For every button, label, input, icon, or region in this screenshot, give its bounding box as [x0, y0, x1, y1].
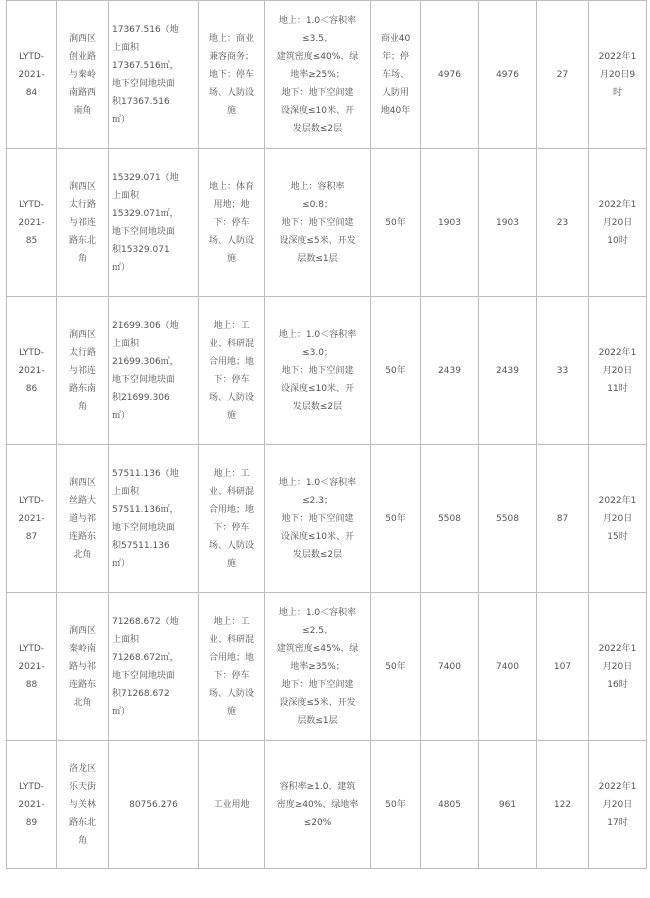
table-row — [7, 1, 647, 149]
planning-indicators-cell: 地上：容积率 ≤0.8； 地下：地下空间建 设深度≤5米、开发 层数≤1层 — [265, 149, 371, 297]
deal-price-cell: 4976 — [479, 1, 537, 149]
location-cell: 洛龙区 乐天街 与关林 路东北 角 — [57, 741, 109, 869]
deposit-cell: 23 — [537, 149, 589, 297]
land-auction-table — [6, 0, 647, 869]
use-term-cell: 50年 — [371, 741, 421, 869]
land-use-cell: 地上：工 业、科研混 合用地；地 下：停车 场、人防设 施 — [199, 445, 265, 593]
land-use-cell: 地上：工 业、科研混 合用地；地 下：停车 场、人防设 施 — [199, 593, 265, 741]
land-use-cell: 地上：商业 兼容商务； 地下：停车 场、人防设 施 — [199, 1, 265, 149]
planning-indicators-cell: 地上：1.0＜容积率 ≤3.0； 地下：地下空间建 设深度≤10米、开 发层数≤2层 — [265, 297, 371, 445]
area-cell: 17367.516（地 上面积 17367.516㎡， 地下空间地块面 积17367.516 ㎡） — [109, 1, 199, 149]
table-row — [7, 297, 647, 445]
location-cell: 涧西区 太行路 与祁连 路东南 角 — [57, 297, 109, 445]
location-cell: 涧西区 创业路 与秦岭 南路西 南角 — [57, 1, 109, 149]
deposit-cell: 27 — [537, 1, 589, 149]
deposit-cell: 87 — [537, 445, 589, 593]
land-use-cell: 工业用地 — [199, 741, 265, 869]
deal-price-cell: 2439 — [479, 297, 537, 445]
start-price-cell: 4805 — [421, 741, 479, 869]
auction-time-cell: 2022年1 月20日 10时 — [589, 149, 647, 297]
area-cell: 15329.071（地 上面积 15329.071㎡， 地下空间地块面 积15329.071 ㎡） — [109, 149, 199, 297]
start-price-cell: 4976 — [421, 1, 479, 149]
location-cell: 涧西区 丝路大 道与祁 连路东 北角 — [57, 445, 109, 593]
area-cell: 21699.306（地 上面积 21699.306㎡， 地下空间地块面 积21699.306 ㎡） — [109, 297, 199, 445]
start-price-cell: 7400 — [421, 593, 479, 741]
planning-indicators-cell: 容积率≥1.0、建筑 密度≥40%、绿地率 ≤20% — [265, 741, 371, 869]
deal-price-cell: 1903 — [479, 149, 537, 297]
deposit-cell: 107 — [537, 593, 589, 741]
parcel-code-cell: LYTD- 2021- 84 — [7, 1, 57, 149]
use-term-cell: 50年 — [371, 593, 421, 741]
planning-indicators-cell: 地上：1.0＜容积率 ≤2.3； 地下：地下空间建 设深度≤10米、开 发层数≤2层 — [265, 445, 371, 593]
planning-indicators-cell: 地上：1.0＜容积率 ≤3.5、 建筑密度≤40%、绿 地率≥25%； 地下：地下空间建 设深度≤10米、开 发层数≤2层 — [265, 1, 371, 149]
area-cell: 80756.276 — [109, 741, 199, 869]
parcel-code-cell: LYTD- 2021- 86 — [7, 297, 57, 445]
planning-indicators-cell: 地上：1.0＜容积率 ≤2.5、 建筑密度≤45%、绿 地率≥35%； 地下：地下空间建 设深度≤5米、开发 层数≤1层 — [265, 593, 371, 741]
land-use-cell: 地上：体育 用地；地 下：停车 场、人防设 施 — [199, 149, 265, 297]
use-term-cell: 商业40 年；停 车场、 人防用 地40年 — [371, 1, 421, 149]
table-row — [7, 741, 647, 869]
deal-price-cell: 961 — [479, 741, 537, 869]
use-term-cell: 50年 — [371, 445, 421, 593]
deposit-cell: 33 — [537, 297, 589, 445]
location-cell: 涧西区 秦岭南 路与祁 连路东 北角 — [57, 593, 109, 741]
table-row — [7, 149, 647, 297]
auction-time-cell: 2022年1 月20日9 时 — [589, 1, 647, 149]
parcel-code-cell: LYTD- 2021- 88 — [7, 593, 57, 741]
use-term-cell: 50年 — [371, 149, 421, 297]
deposit-cell: 122 — [537, 741, 589, 869]
auction-time-cell: 2022年1 月20日 15时 — [589, 445, 647, 593]
auction-time-cell: 2022年1 月20日 17时 — [589, 741, 647, 869]
deal-price-cell: 7400 — [479, 593, 537, 741]
auction-time-cell: 2022年1 月20日 11时 — [589, 297, 647, 445]
parcel-code-cell: LYTD- 2021- 85 — [7, 149, 57, 297]
deal-price-cell: 5508 — [479, 445, 537, 593]
area-cell: 57511.136（地 上面积 57511.136㎡， 地下空间地块面 积57511.136 ㎡） — [109, 445, 199, 593]
location-cell: 涧西区 太行路 与祁连 路东北 角 — [57, 149, 109, 297]
parcel-code-cell: LYTD- 2021- 89 — [7, 741, 57, 869]
start-price-cell: 2439 — [421, 297, 479, 445]
start-price-cell: 1903 — [421, 149, 479, 297]
area-cell: 71268.672（地 上面积 71268.672㎡， 地下空间地块面 积71268.672 ㎡） — [109, 593, 199, 741]
parcel-code-cell: LYTD- 2021- 87 — [7, 445, 57, 593]
start-price-cell: 5508 — [421, 445, 479, 593]
table-row — [7, 445, 647, 593]
use-term-cell: 50年 — [371, 297, 421, 445]
table-row — [7, 593, 647, 741]
land-use-cell: 地上：工 业、科研混 合用地；地 下：停车 场、人防设 施 — [199, 297, 265, 445]
auction-time-cell: 2022年1 月20日 16时 — [589, 593, 647, 741]
